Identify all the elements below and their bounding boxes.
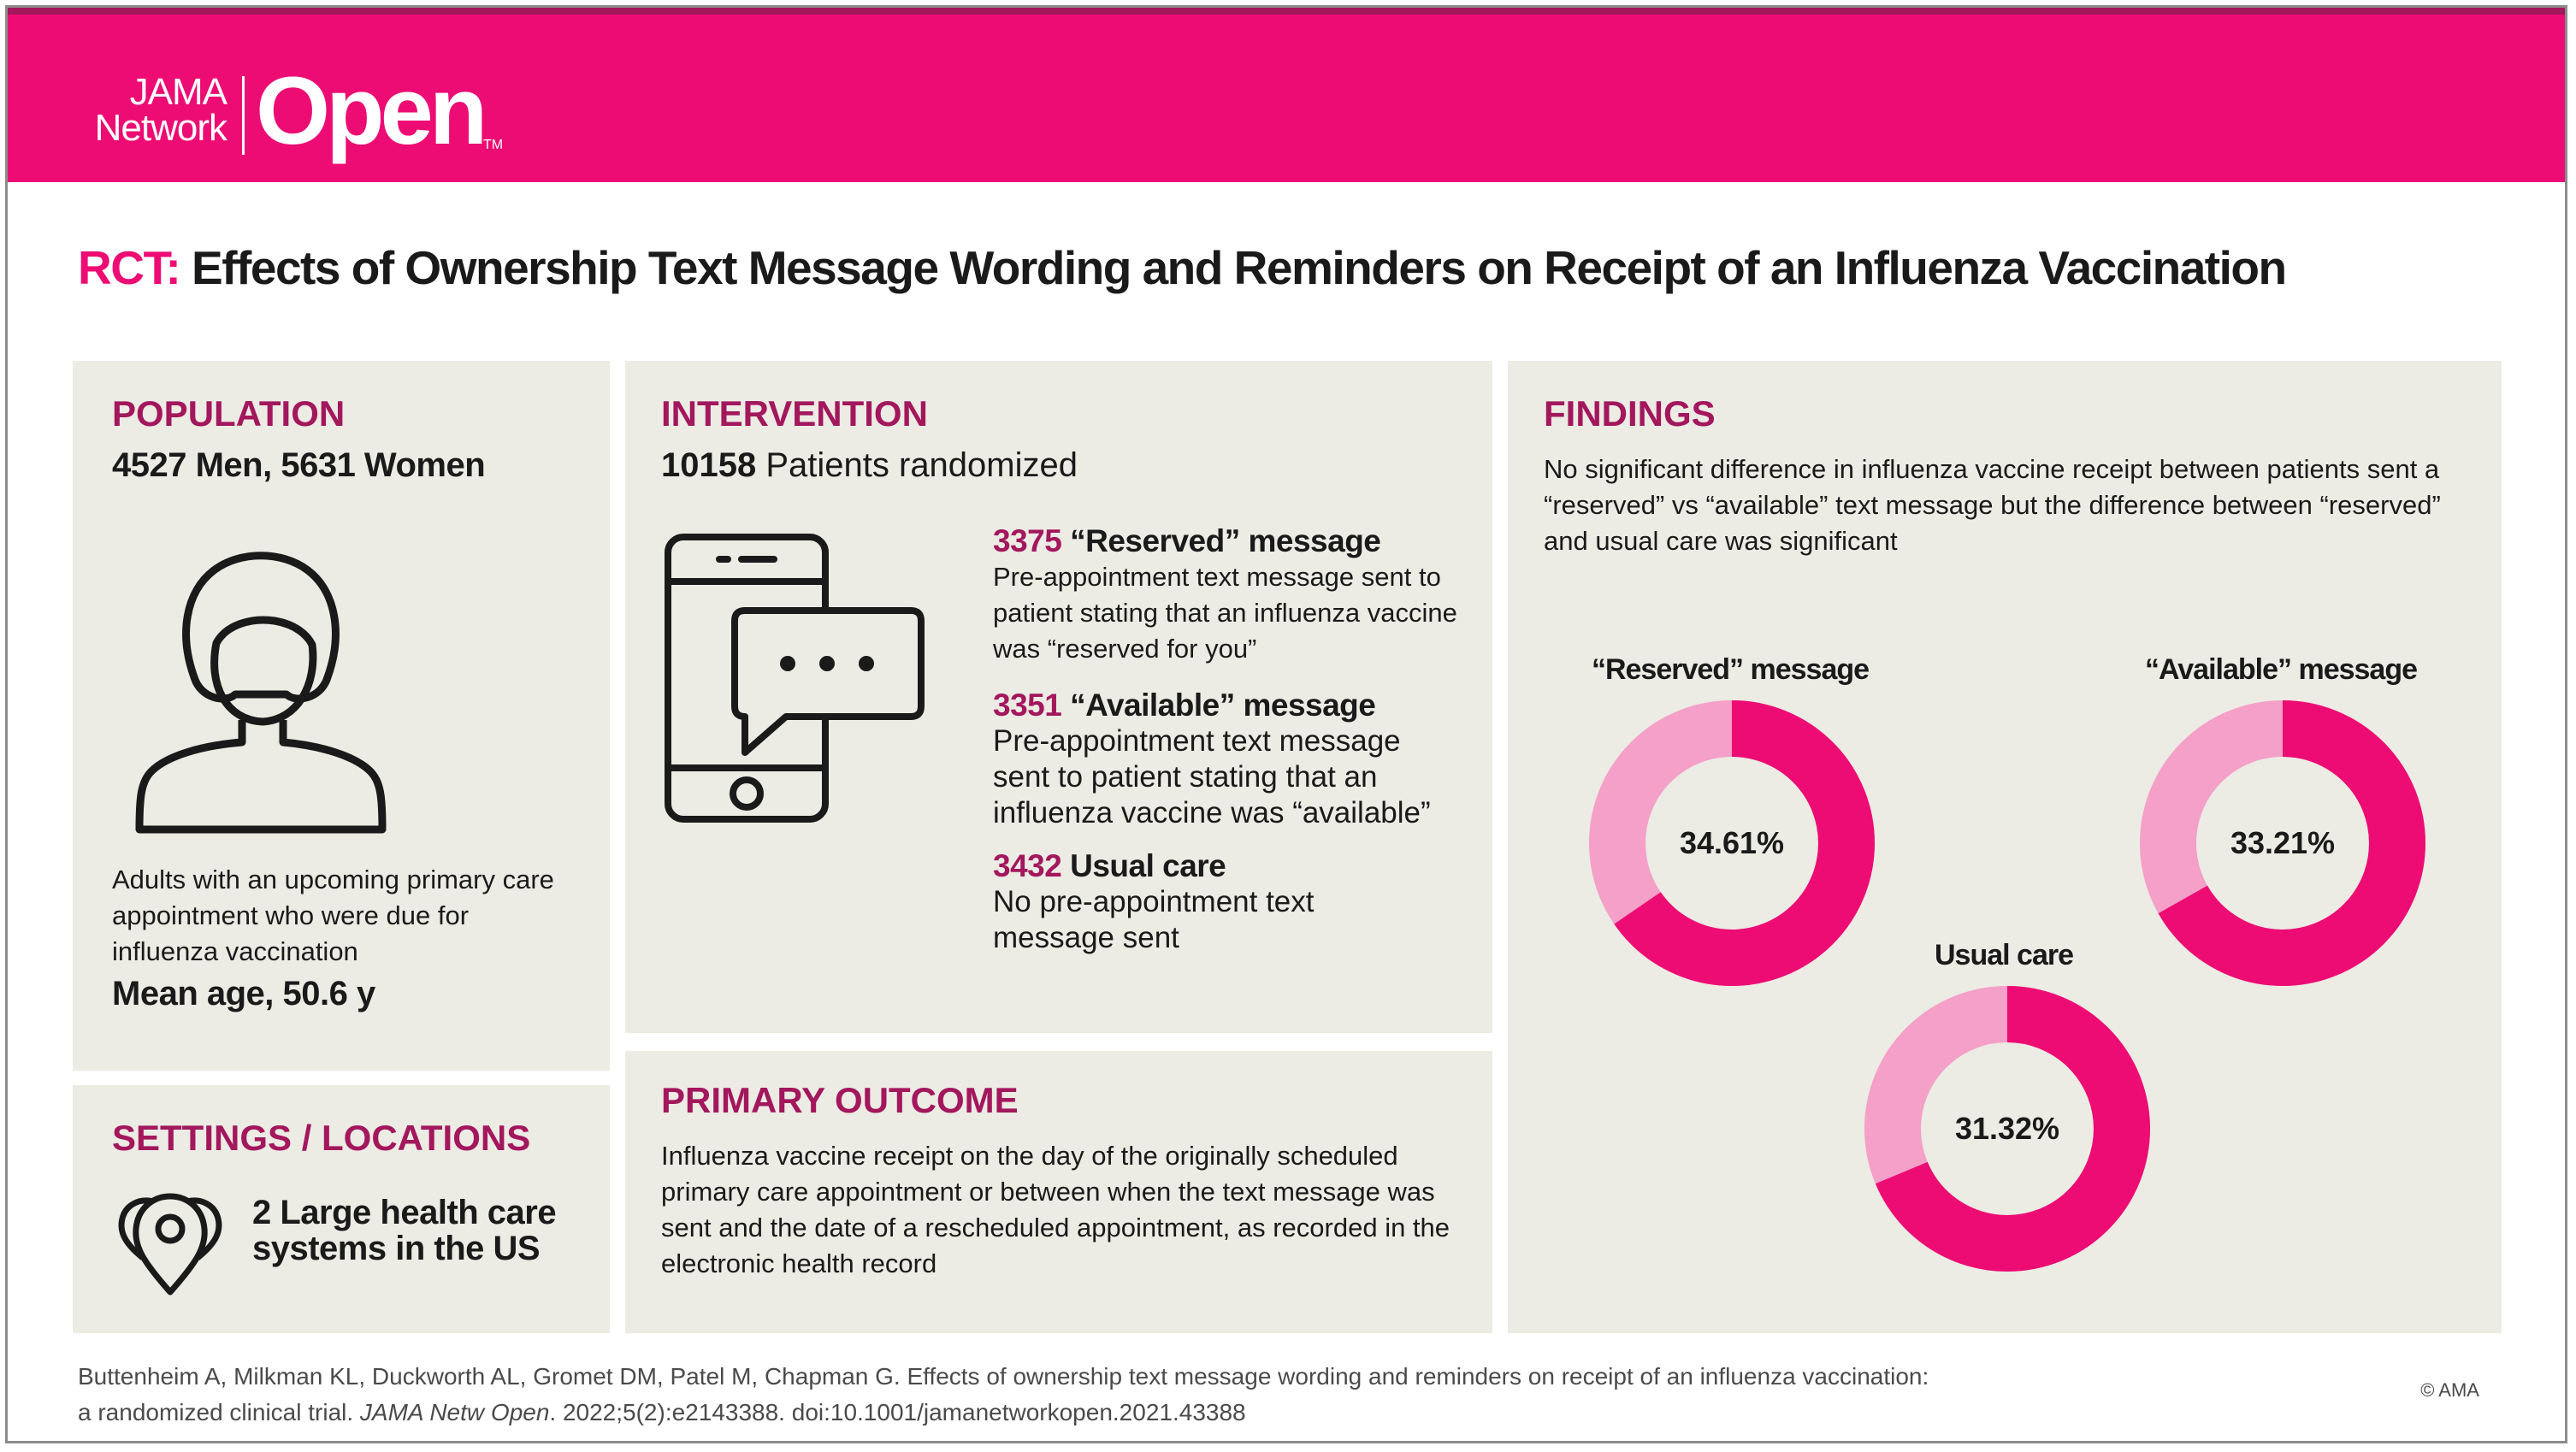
arm-reserved-desc: Pre-appointment text message sent to patient stating that an influenza vaccine was “reserved for you” — [993, 562, 1457, 664]
arm-reserved-n: 3375 — [993, 523, 1062, 558]
person-icon — [107, 532, 415, 840]
primary-outcome-panel — [625, 1051, 1492, 1333]
settings-panel — [73, 1085, 610, 1333]
randomized-label: Patients randomized — [756, 446, 1078, 484]
citation-journal: JAMA Netw Open — [359, 1399, 550, 1425]
donut-value-reserved: 34.61% — [1679, 825, 1785, 860]
page-title — [78, 240, 2286, 295]
title-text: Effects of Ownership Text Message Wording and Reminders on Receipt of an Influenza Vaccination — [180, 241, 2286, 294]
findings-text: No significant difference in influenza vaccine receipt between patients sent a “reserved” vs “available” text message but the difference between “reserved” and usual care was significant — [1544, 454, 2441, 556]
arm-usual-desc: No pre-appointment text message sent — [993, 885, 1315, 954]
randomized-count — [661, 446, 1078, 485]
population-headline: 4527 Men, 5631 Women — [112, 446, 486, 484]
donut-label-usual-care: Usual care — [1935, 939, 2073, 971]
settings-heading: SETTINGS / LOCATIONS — [112, 1118, 531, 1158]
logo-divider — [242, 76, 245, 155]
population-mean-age: Mean age, 50.6 y — [112, 975, 375, 1012]
arm-available-desc: Pre-appointment text message sent to patient stating that an influenza vaccine was “available” — [993, 724, 1431, 829]
arm-usual-label: Usual care — [1061, 848, 1226, 883]
citation — [78, 1359, 1929, 1431]
citation-line2 — [78, 1395, 1929, 1431]
findings-heading: FINDINGS — [1544, 393, 1716, 434]
arm-reserved — [993, 523, 1480, 667]
arm-usual-care — [993, 848, 1480, 956]
donut-label-reserved: “Reserved” message — [1591, 653, 1870, 686]
arm-available-label: “Available” message — [1061, 688, 1376, 723]
outcome-text: Influenza vaccine receipt on the day of the originally scheduled primary care appointment or between when the text message was sent and the date of a rescheduled appointment, as recorded in the electronic health record — [661, 1141, 1450, 1278]
phone-message-icon — [659, 528, 933, 836]
intervention-panel — [625, 361, 1492, 1033]
citation-line1: Buttenheim A, Milkman KL, Duckworth AL, Gromet DM, Patel M, Chapman G. Effects of ownership text message wording and reminders on receipt of an influenza vaccination: — [78, 1363, 1929, 1390]
population-description: Adults with an upcoming primary care appointment who were due for influenza vaccination — [112, 865, 554, 966]
header-banner — [8, 8, 2565, 182]
infographic — [5, 5, 2567, 1443]
arm-reserved-label: “Reserved” message — [1061, 523, 1381, 558]
logo-trademark: TM — [483, 138, 504, 152]
location-pins-icon — [110, 1188, 230, 1299]
intervention-heading: INTERVENTION — [661, 393, 928, 434]
population-heading: POPULATION — [112, 393, 346, 434]
settings-text — [252, 1195, 556, 1266]
donut-label-available: “Available” message — [2144, 653, 2418, 686]
citation-part-b: a randomized clinical trial. — [78, 1399, 360, 1425]
donut-value-usual-care: 31.32% — [1954, 1111, 2060, 1146]
donut-value-available: 33.21% — [2230, 825, 2336, 860]
arm-available — [993, 688, 1480, 831]
findings-panel — [1508, 361, 2502, 1333]
settings-line1: 2 Large health care — [252, 1194, 557, 1231]
copyright: © AMA — [2420, 1379, 2479, 1401]
randomized-number: 10158 — [661, 446, 757, 484]
settings-line2: systems in the US — [252, 1230, 541, 1267]
citation-part-c: . 2022;5(2):e2143388. doi:10.1001/jamanetworkopen.2021.43388 — [549, 1399, 1246, 1425]
logo-network: Network — [94, 107, 227, 149]
outcome-heading: PRIMARY OUTCOME — [661, 1080, 1019, 1120]
title-prefix: RCT: — [78, 241, 180, 294]
arm-available-n: 3351 — [993, 688, 1062, 723]
population-panel — [73, 361, 610, 1071]
logo-jama: JAMA — [129, 71, 227, 113]
donut-charts — [1508, 361, 2502, 1333]
logo-open: Open — [256, 57, 484, 164]
arm-usual-n: 3432 — [993, 848, 1062, 883]
